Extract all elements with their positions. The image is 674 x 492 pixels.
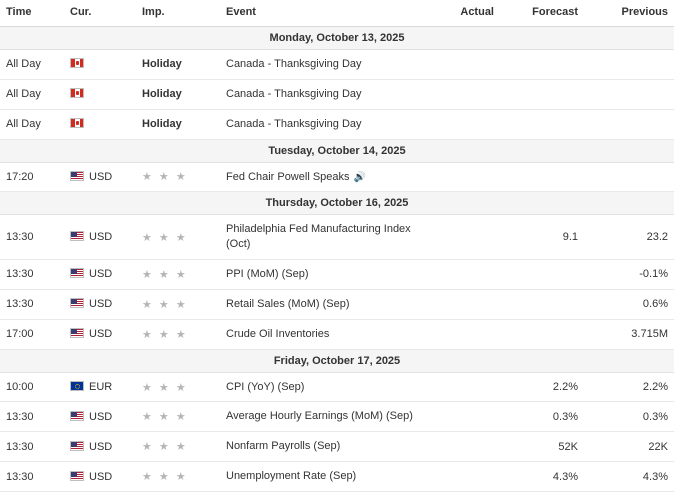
event-name[interactable] xyxy=(220,215,422,260)
column-header-time[interactable]: Time xyxy=(0,0,64,27)
importance-stars-icon: ★ ★ ★ xyxy=(136,162,220,192)
importance-stars-icon: ★ ★ ★ xyxy=(136,462,220,492)
event-forecast-value xyxy=(500,50,584,80)
event-time: 13:30 xyxy=(0,260,64,290)
event-previous-value: 23.2 xyxy=(584,215,674,260)
event-forecast-value: 4.3% xyxy=(500,462,584,492)
event-previous-value: 0.3% xyxy=(584,402,674,432)
event-time: 10:00 xyxy=(0,372,64,402)
event-name[interactable] xyxy=(220,372,422,402)
event-actual-value xyxy=(422,260,500,290)
event-previous-value: 2.2% xyxy=(584,372,674,402)
event-previous-value: 22K xyxy=(584,432,674,462)
table-row[interactable] xyxy=(0,289,674,319)
event-currency xyxy=(64,432,136,462)
event-currency xyxy=(64,215,136,260)
event-name-label: PPI (MoM) (Sep) xyxy=(226,268,309,281)
table-row[interactable] xyxy=(0,50,674,80)
event-name[interactable] xyxy=(220,50,422,80)
currency-code: USD xyxy=(89,470,113,483)
calendar-day-separator xyxy=(0,27,674,50)
currency-code: USD xyxy=(89,440,113,453)
day-label: Thursday, October 16, 2025 xyxy=(0,192,674,215)
ca-flag-icon xyxy=(70,118,84,128)
event-time: All Day xyxy=(0,79,64,109)
event-actual-value xyxy=(422,109,500,139)
currency-code: USD xyxy=(89,268,113,281)
event-actual-value xyxy=(422,79,500,109)
importance-stars-icon: ★ ★ ★ xyxy=(136,319,220,349)
us-flag-icon xyxy=(70,441,84,451)
table-row[interactable] xyxy=(0,319,674,349)
event-time: 17:20 xyxy=(0,162,64,192)
holiday-label: Holiday xyxy=(136,50,220,80)
event-currency xyxy=(64,50,136,80)
importance-stars-icon: ★ ★ ★ xyxy=(136,289,220,319)
currency-code: USD xyxy=(89,231,113,244)
event-name-label: Unemployment Rate (Sep) xyxy=(226,470,357,483)
importance-stars-icon: ★ ★ ★ xyxy=(136,260,220,290)
event-name[interactable] xyxy=(220,319,422,349)
event-forecast-value xyxy=(500,109,584,139)
event-currency xyxy=(64,260,136,290)
event-name[interactable] xyxy=(220,109,422,139)
event-time: 13:30 xyxy=(0,402,64,432)
importance-stars-icon: ★ ★ ★ xyxy=(136,402,220,432)
us-flag-icon xyxy=(70,171,84,181)
event-forecast-value: 52K xyxy=(500,432,584,462)
column-header-actual[interactable]: Actual xyxy=(422,0,500,27)
event-previous-value xyxy=(584,79,674,109)
event-name[interactable] xyxy=(220,162,422,192)
event-name[interactable] xyxy=(220,79,422,109)
event-currency xyxy=(64,462,136,492)
table-row[interactable] xyxy=(0,402,674,432)
speaker-icon[interactable]: 🔊 xyxy=(353,171,366,183)
event-actual-value xyxy=(422,50,500,80)
table-row[interactable] xyxy=(0,260,674,290)
event-forecast-value: 9.1 xyxy=(500,215,584,260)
event-name[interactable] xyxy=(220,260,422,290)
event-forecast-value xyxy=(500,79,584,109)
event-currency xyxy=(64,289,136,319)
us-flag-icon xyxy=(70,411,84,421)
event-time: 13:30 xyxy=(0,289,64,319)
event-forecast-value: 2.2% xyxy=(500,372,584,402)
us-flag-icon xyxy=(70,471,84,481)
ca-flag-icon xyxy=(70,58,84,68)
event-time: All Day xyxy=(0,109,64,139)
event-actual-value xyxy=(422,289,500,319)
column-header-forecast[interactable]: Forecast xyxy=(500,0,584,27)
currency-code: USD xyxy=(89,410,113,423)
event-previous-value: 4.3% xyxy=(584,462,674,492)
day-label: Monday, October 13, 2025 xyxy=(0,27,674,50)
event-time: All Day xyxy=(0,50,64,80)
event-name[interactable] xyxy=(220,402,422,432)
calendar-body xyxy=(0,27,674,492)
column-header-importance[interactable]: Imp. xyxy=(136,0,220,27)
event-time: 13:30 xyxy=(0,462,64,492)
currency-code: EUR xyxy=(89,381,113,394)
event-actual-value xyxy=(422,462,500,492)
event-previous-value xyxy=(584,162,674,192)
header-row xyxy=(0,0,674,27)
eu-flag-icon xyxy=(70,381,84,391)
event-previous-value: 0.6% xyxy=(584,289,674,319)
event-forecast-value: 0.3% xyxy=(500,402,584,432)
importance-stars-icon: ★ ★ ★ xyxy=(136,372,220,402)
event-name-label: Nonfarm Payrolls (Sep) xyxy=(226,440,341,453)
column-header-currency[interactable]: Cur. xyxy=(64,0,136,27)
event-name-label: Canada - Thanksgiving Day xyxy=(226,87,362,100)
event-actual-value xyxy=(422,372,500,402)
event-name-label: Crude Oil Inventories xyxy=(226,327,330,340)
calendar-header xyxy=(0,0,674,27)
column-header-event[interactable]: Event xyxy=(220,0,422,27)
event-name-label: Fed Chair Powell Speaks xyxy=(226,170,350,183)
event-currency xyxy=(64,372,136,402)
event-name-label: Philadelphia Fed Manufacturing Index (Oct) xyxy=(226,223,411,251)
event-forecast-value xyxy=(500,289,584,319)
column-header-previous[interactable]: Previous xyxy=(584,0,674,27)
event-actual-value xyxy=(422,319,500,349)
event-currency xyxy=(64,109,136,139)
event-name-label: Retail Sales (MoM) (Sep) xyxy=(226,297,350,310)
event-name[interactable] xyxy=(220,462,422,492)
event-name[interactable] xyxy=(220,289,422,319)
table-row[interactable] xyxy=(0,162,674,192)
event-currency xyxy=(64,319,136,349)
us-flag-icon xyxy=(70,328,84,338)
event-actual-value xyxy=(422,162,500,192)
event-name[interactable] xyxy=(220,432,422,462)
currency-code: USD xyxy=(89,298,113,311)
event-currency xyxy=(64,162,136,192)
event-actual-value xyxy=(422,402,500,432)
importance-stars-icon: ★ ★ ★ xyxy=(136,432,220,462)
day-label: Friday, October 17, 2025 xyxy=(0,349,674,372)
event-name-label: Canada - Thanksgiving Day xyxy=(226,58,362,70)
table-row[interactable] xyxy=(0,215,674,260)
holiday-label: Holiday xyxy=(136,79,220,109)
table-row[interactable] xyxy=(0,79,674,109)
us-flag-icon xyxy=(70,231,84,241)
event-previous-value xyxy=(584,109,674,139)
event-time: 17:00 xyxy=(0,319,64,349)
calendar-day-separator xyxy=(0,349,674,372)
importance-stars-icon: ★ ★ ★ xyxy=(136,215,220,260)
event-name-label: CPI (YoY) (Sep) xyxy=(226,380,305,393)
day-label: Tuesday, October 14, 2025 xyxy=(0,139,674,162)
currency-code: USD xyxy=(89,170,113,183)
event-previous-value: 3.715M xyxy=(584,319,674,349)
event-actual-value xyxy=(422,432,500,462)
event-time: 13:30 xyxy=(0,432,64,462)
event-previous-value xyxy=(584,50,674,80)
table-row[interactable] xyxy=(0,109,674,139)
event-currency xyxy=(64,79,136,109)
event-name-label: Average Hourly Earnings (MoM) (Sep) xyxy=(226,410,413,423)
calendar-day-separator xyxy=(0,139,674,162)
currency-code: USD xyxy=(89,328,113,341)
holiday-label: Holiday xyxy=(136,109,220,139)
event-name-label: Canada - Thanksgiving Day xyxy=(226,117,362,130)
table-row[interactable] xyxy=(0,462,674,492)
event-time: 13:30 xyxy=(0,215,64,260)
table-row[interactable] xyxy=(0,372,674,402)
ca-flag-icon xyxy=(70,88,84,98)
table-row[interactable] xyxy=(0,432,674,462)
event-forecast-value xyxy=(500,260,584,290)
event-forecast-value xyxy=(500,319,584,349)
event-forecast-value xyxy=(500,162,584,192)
us-flag-icon xyxy=(70,268,84,278)
us-flag-icon xyxy=(70,298,84,308)
event-previous-value: -0.1% xyxy=(584,260,674,290)
event-currency xyxy=(64,402,136,432)
event-actual-value xyxy=(422,215,500,260)
calendar-day-separator xyxy=(0,192,674,215)
